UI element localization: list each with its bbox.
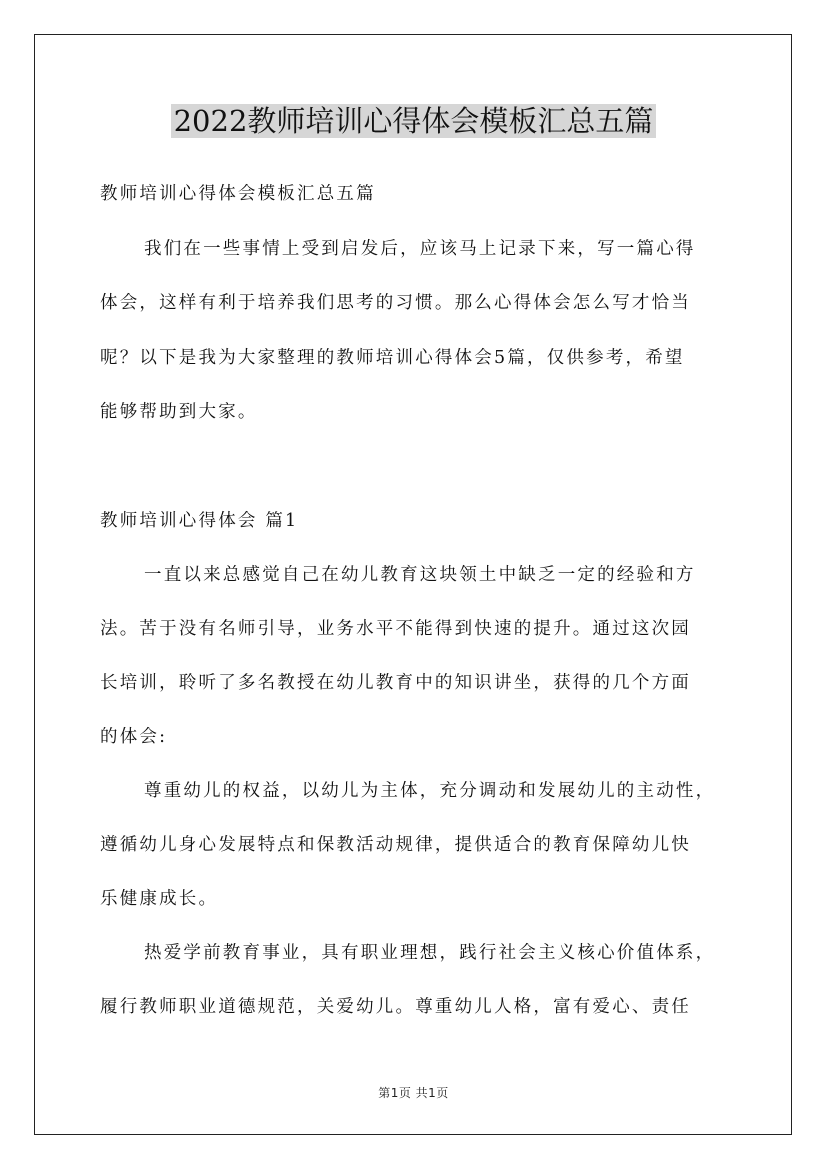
page-number: 第1页 共1页 [378,1086,449,1100]
paragraph-line: 乐健康成长。 [100,889,219,909]
document-subtitle: 教师培训心得体会模板汇总五篇 [100,184,376,204]
intro-line: 呢？以下是我为大家整理的教师培训心得体会5篇，仅供参考，希望 [100,348,685,368]
paragraph-line: 一直以来总感觉自己在幼儿教育这块领土中缺乏一定的经验和方 [144,565,696,585]
paragraph-line: 尊重幼儿的权益，以幼儿为主体，充分调动和发展幼儿的主动性， [144,781,716,801]
paragraph-line: 遵循幼儿身心发展特点和保教活动规律，提供适合的教育保障幼儿快 [100,835,691,855]
intro-line: 体会，这样有利于培养我们思考的习惯。那么心得体会怎么写才恰当 [100,293,691,313]
paragraph-line: 法。苦于没有名师引导，业务水平不能得到快速的提升。通过这次园 [100,619,691,639]
document-title-text: 2022教师培训心得体会模板汇总五篇 [171,104,657,138]
paragraph-line: 履行教师职业道德规范，关爱幼儿。尊重幼儿人格，富有爱心、责任 [100,997,691,1017]
paragraph-line: 热爱学前教育事业，具有职业理想，践行社会主义核心价值体系， [144,943,716,963]
paragraph-line: 长培训，聆听了多名教授在幼儿教育中的知识讲坐，获得的几个方面 [100,673,691,693]
paragraph-line: 的体会: [100,727,168,747]
intro-line: 我们在一些事情上受到启发后，应该马上记录下来，写一篇心得 [144,239,696,259]
document-title [0,100,827,142]
section-heading: 教师培训心得体会 篇1 [100,511,299,531]
intro-line: 能够帮助到大家。 [100,402,258,422]
